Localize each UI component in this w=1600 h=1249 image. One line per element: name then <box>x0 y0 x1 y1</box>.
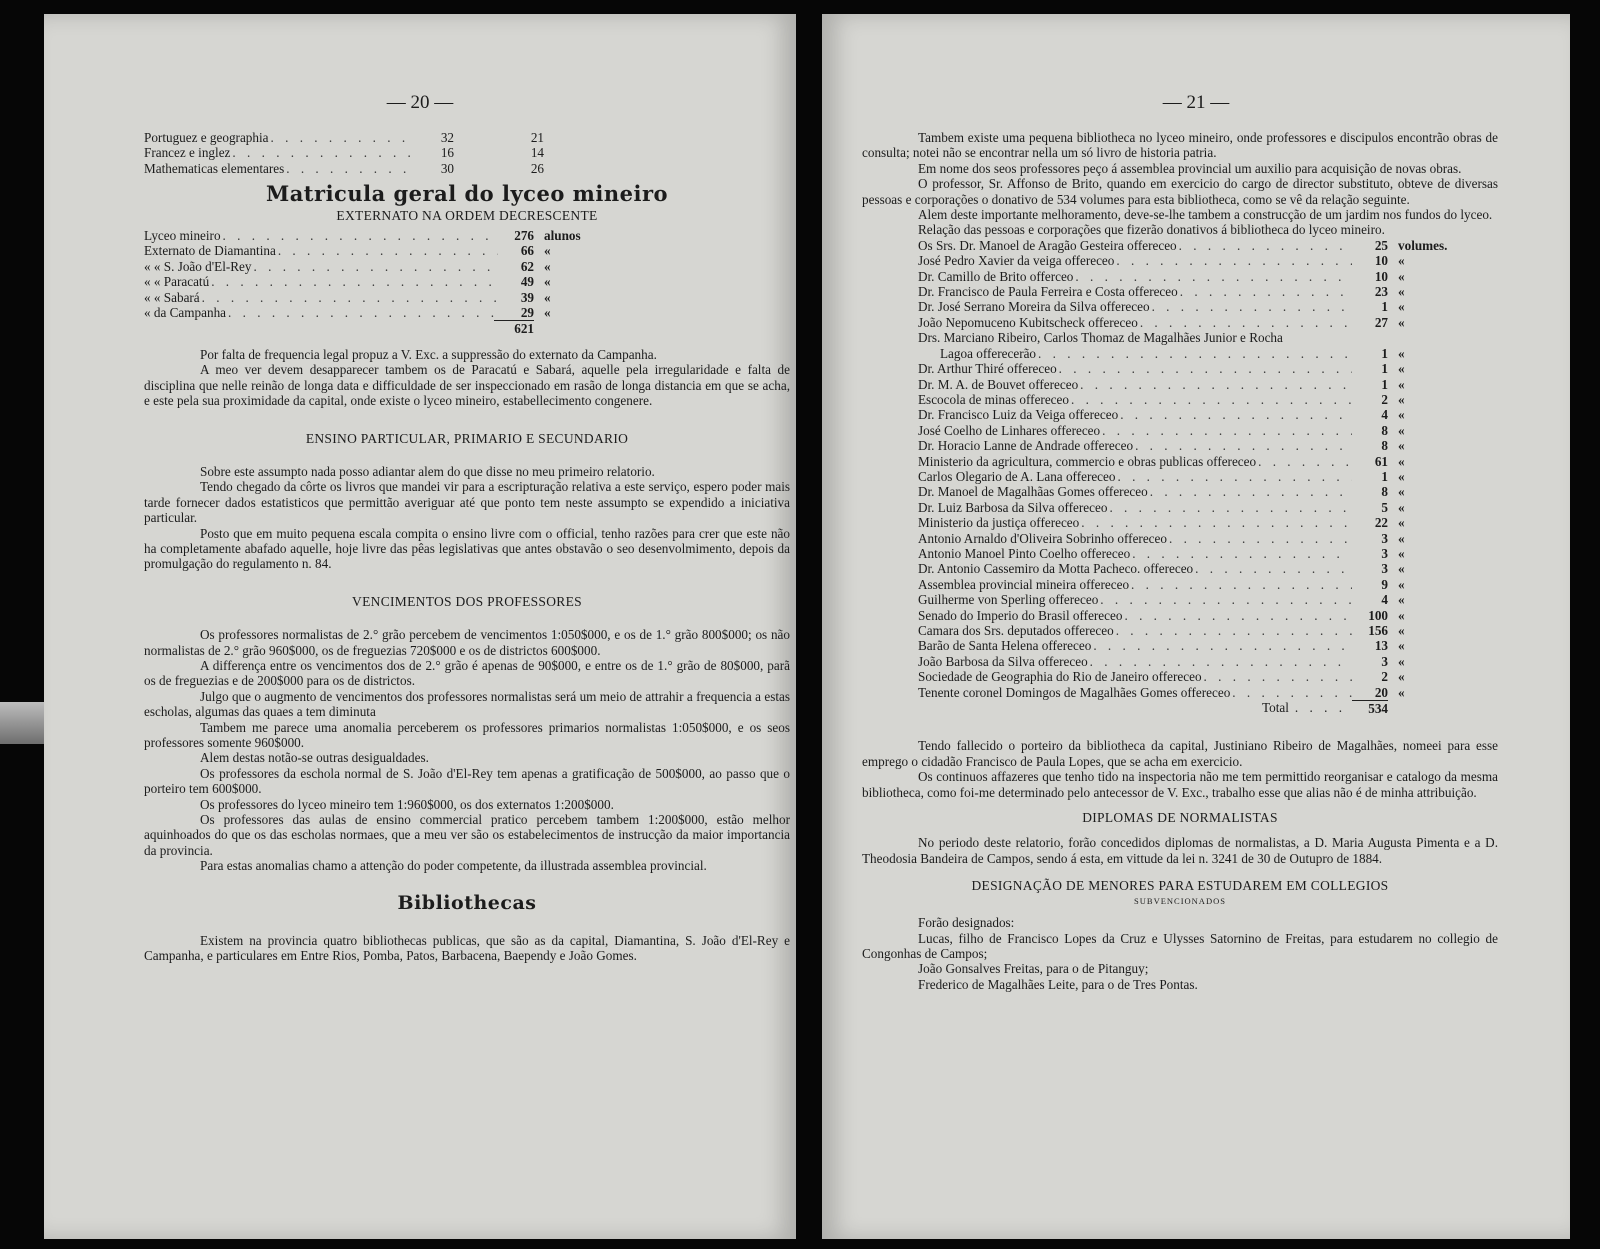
table-row <box>918 469 1458 484</box>
row-unit: « <box>1398 284 1405 300</box>
leader-dots <box>1098 592 1352 607</box>
leader-dots <box>1150 299 1352 314</box>
row-unit <box>1388 330 1458 345</box>
paragraph: No periodo deste relatorio, forão concedidos diplomas de normalistas, a D. Maria Augusta Pimenta e a D. Theodosia Bandeira de Campos, sendo á esta, em vittude da lei n. 3241 de 30 de Outupro de 1884. <box>862 835 1498 866</box>
leader-dots <box>1202 669 1352 684</box>
row-value: 3 <box>1381 653 1388 669</box>
row-unit: « <box>1398 253 1405 269</box>
row-label: Ministerio da agricultura, commercio e obras publicas offereceo <box>918 453 1257 469</box>
leader-dots <box>1118 407 1352 422</box>
row-value: 1 <box>1381 299 1388 315</box>
row-label: Dr. Francisco Luiz da Veiga offereceo <box>918 407 1119 423</box>
row-value: 1 <box>1381 468 1388 484</box>
row-value: 25 <box>1374 237 1388 253</box>
leader-dots <box>1177 238 1352 253</box>
row-unit: « <box>1398 684 1405 700</box>
table-row <box>918 577 1458 592</box>
row-value: 22 <box>1374 515 1388 531</box>
paragraph: João Gonsalves Freitas, para o de Pitanguy; <box>918 961 1149 977</box>
page-21 <box>822 14 1570 1239</box>
leader-dots <box>1091 638 1352 653</box>
row-unit: « <box>1398 484 1405 500</box>
row-unit: « <box>1398 530 1405 546</box>
row-unit: « <box>1398 499 1405 515</box>
table-row <box>144 228 604 243</box>
table-row <box>918 685 1458 700</box>
row-unit: « <box>1398 391 1405 407</box>
subjects-table <box>144 130 544 176</box>
table-row <box>144 161 544 176</box>
row-label: João Nepomuceno Kubitscheck offereceo <box>918 314 1138 330</box>
row-value: 66 <box>520 243 534 259</box>
paragraph: Os professores das aulas de ensino commercial pratico percebem tambem 1:200$000, estão melhor aquinhoados do que os das escholas normaes, que a meu ver são os estabelecimentos de instrucção da maior importancia da provincia. <box>144 812 790 858</box>
left-page-content <box>144 130 790 964</box>
leader-dots <box>1138 315 1352 330</box>
row-value <box>1352 330 1388 345</box>
row-label: Lagoa offerecerão <box>940 345 1037 361</box>
right-page-content <box>862 130 1498 992</box>
paragraph: O professor, Sr. Affonso de Brito, quando em exercicio do cargo de director substituto, obteve de diversas pessoas e corporações o donativo de 534 volumes para esta bibliotheca, como se vê da relação seguinte. <box>862 176 1498 207</box>
paragraph: Tambem me parece uma anomalia perceberem os professores primarios normalistas 1:050$000, e os seos professores somente 960$000. <box>144 719 790 750</box>
paragraph: Alem deste importante melhoramento, deve-se-lhe tambem a construcção de um jardim nos fundos do lyceo. <box>918 207 1493 223</box>
table-row <box>144 243 604 258</box>
row-value: 49 <box>520 274 534 290</box>
leader-dots <box>1115 469 1352 484</box>
row-label: Mathematicas elementares <box>144 160 285 176</box>
externato-heading: EXTERNATO NA ORDEM DECRESCENTE <box>336 207 598 223</box>
table-row <box>918 638 1458 653</box>
table-row <box>918 531 1458 546</box>
row-unit: « <box>1398 299 1405 315</box>
diplomas-heading: DIPLOMAS DE NORMALISTAS <box>1082 810 1278 826</box>
row-value: 29 <box>520 305 534 321</box>
table-row <box>144 305 604 320</box>
table-row <box>918 392 1458 407</box>
table-row <box>918 253 1458 268</box>
leader-dots <box>252 259 498 274</box>
row-label: Francez e inglez <box>144 145 231 161</box>
row-unit: alunos <box>544 228 581 244</box>
table-row <box>918 623 1458 638</box>
row-unit: « <box>1398 515 1405 531</box>
table-row <box>918 284 1458 299</box>
table-row <box>918 377 1458 392</box>
row-value: 8 <box>1381 438 1388 454</box>
row-unit: « <box>1398 669 1405 685</box>
paragraph: A differença entre os vencimentos dos de 2.° grão é apenas de 90$000, e entre os de 1.° grão de 80$000, parã os de freguezias e de 200$000 para os de districtos. <box>144 657 790 689</box>
total-label: Total <box>1262 700 1289 716</box>
row-unit: « <box>1398 438 1405 454</box>
row-label: Dr. Arthur Thiré offereceo <box>918 361 1057 377</box>
page-20 <box>44 14 796 1239</box>
table-row <box>918 238 1458 253</box>
row-value: 9 <box>1381 576 1388 592</box>
row-unit: « <box>1398 407 1405 423</box>
row-value: 8 <box>1381 422 1388 438</box>
table-row <box>918 269 1458 284</box>
row-value: 1 <box>1381 361 1388 377</box>
row-label: « da Campanha <box>144 305 227 321</box>
paragraph: Lucas, filho de Francisco Lopes da Cruz e Ulysses Satornino de Freitas, para estudarem no collegio de Congonhas de Campos; <box>862 930 1498 961</box>
row-unit: « <box>1398 345 1405 361</box>
table-row <box>918 346 1458 361</box>
leader-dots <box>1133 438 1352 453</box>
row-value: 10 <box>1374 253 1388 269</box>
row-label: Dr. M. A. de Bouvet offereceo <box>918 376 1079 392</box>
externato-total-row <box>144 320 604 336</box>
row-unit: « <box>1398 361 1405 377</box>
row-unit: « <box>1398 592 1405 608</box>
table-row <box>144 274 604 289</box>
leader-dots <box>1069 392 1352 407</box>
row-label: Dr. Horacio Lanne de Andrade offereceo <box>918 438 1134 454</box>
row-label: Dr. Luiz Barbosa da Silva offereceo <box>918 499 1108 515</box>
leader-dots <box>1148 484 1352 499</box>
leader-dots <box>1057 361 1352 376</box>
row-value: 276 <box>514 228 534 244</box>
row-unit: « <box>544 274 551 290</box>
row-value: 23 <box>1374 284 1388 300</box>
row-value: 1 <box>1381 376 1388 392</box>
row-label: Sociedade de Geographia do Rio de Janeiro offereceo <box>918 669 1202 685</box>
row-value: 2 <box>1381 669 1388 685</box>
paragraph: Tendo fallecido o porteiro da bibliotheca da capital, Justiniano Ribeiro de Magalhães, nomeei para esse emprego o cidadão Francisco de Paula Lopes, que se acha em exercicio. <box>862 738 1498 769</box>
leader-dots <box>226 305 498 320</box>
row-value: 10 <box>1374 268 1388 284</box>
row-unit: « <box>1398 623 1405 638</box>
row-value-a: 16 <box>440 145 454 161</box>
row-unit: « <box>1398 561 1405 577</box>
row-unit: « <box>1398 314 1405 330</box>
paragraph: Julgo que o augmento de vencimentos dos professores normalistas será um meio de attrahir a frequencia a estas escholas, algumas das quaes a tem diminuta <box>144 688 790 720</box>
paragraph: Os continuos affazeres que tenho tido na inspectoria não me tem permittido reorganisar e catalogo da mesma bibliotheca, como foi-me determinado pelo antecessor de V. Exc., trabalho esse que alias não é de minha attribuição. <box>862 769 1498 800</box>
row-unit: « <box>1398 653 1405 669</box>
row-label: Antonio Manoel Pinto Coelho offereceo <box>918 545 1131 561</box>
leader-dots <box>1130 546 1352 561</box>
vencimentos-section <box>144 627 790 874</box>
leader-dots <box>1256 454 1352 469</box>
row-unit: « <box>1398 607 1405 623</box>
row-label: Ministerio da justiça offereceo <box>918 515 1080 531</box>
row-unit: « <box>1398 545 1405 561</box>
row-label: Os Srs. Dr. Manoel de Aragão Gesteira offereceo <box>918 237 1177 253</box>
row-unit: « <box>1398 376 1405 392</box>
row-unit: « <box>1398 468 1405 484</box>
designacao-subheading: SUBVENCIONADOS <box>1134 895 1226 906</box>
row-value: 20 <box>1374 684 1388 700</box>
row-label: Drs. Marciano Ribeiro, Carlos Thomaz de Magalhães Junior e Rocha <box>918 330 1283 346</box>
row-value: 3 <box>1381 545 1388 561</box>
table-row <box>918 361 1458 376</box>
table-row <box>918 454 1458 469</box>
row-label: Dr. Camillo de Brito offerceo <box>918 268 1074 284</box>
bibliothecas-title: Bibliothecas <box>397 891 537 914</box>
row-value: 3 <box>1381 561 1388 577</box>
table-row <box>918 299 1458 314</box>
paragraph: Para estas anomalias chamo a attenção do poder competente, da illustrada assemblea provincial. <box>200 858 707 874</box>
row-label: Dr. Francisco de Paula Ferreira e Costa offereceo <box>918 284 1178 300</box>
paragraph: Alem destas notão-se outras desigualdades. <box>200 750 429 766</box>
table-row <box>918 669 1458 684</box>
designacao-heading: DESIGNAÇÃO DE MENORES PARA ESTUDAREM EM COLLEGIOS <box>971 878 1389 894</box>
row-value-a: 32 <box>440 130 454 145</box>
leader-dots <box>230 145 414 160</box>
designacao-section <box>862 915 1498 992</box>
leader-dots <box>1122 608 1352 623</box>
leader-dots <box>1036 346 1352 361</box>
row-unit: volumes. <box>1398 237 1448 253</box>
row-value: 100 <box>1368 607 1388 623</box>
paragraph: Tendo chegado da côrte os livros que mandei vir para a escripturação relativa a este serviço, espero poder mais tarde fornecer dados estatisticos que permittão averiguar até que ponto tem neste assumpto se expendido a iniciativa particular. <box>144 479 790 526</box>
row-label: Lyceo mineiro <box>144 228 221 244</box>
paragraph: Os professores normalistas de 2.° grão percebem de vencimentos 1:050$000, e os de 1.° grão 800$000; os não normalistas de 2.° grão 960$000, os de freguezias 720$000 e os de districtos 600$000. <box>144 627 790 658</box>
row-label: Dr. Antonio Cassemiro da Motta Pacheco. offereceo <box>918 561 1194 577</box>
paragraph: Os professores do lyceo mineiro tem 1:960$000, os dos externatos 1:200$000. <box>200 796 614 812</box>
row-value: 4 <box>1381 407 1388 423</box>
page-number: — 21 — <box>1162 92 1230 113</box>
row-label: Assemblea provincial mineira offereceo <box>918 576 1130 592</box>
row-value: 3 <box>1381 530 1388 546</box>
leader-dots <box>1088 654 1352 669</box>
leader-dots <box>1230 685 1352 700</box>
ensino-section <box>144 464 790 572</box>
leader-dots <box>276 243 498 258</box>
row-label: João Barbosa da Silva offereceo <box>918 653 1088 669</box>
donors-total-row: Total . . . . 534 <box>1262 700 1388 717</box>
table-row <box>918 500 1458 515</box>
ensino-heading: ENSINO PARTICULAR, PRIMARIO E SECUNDARIO <box>305 430 629 446</box>
table-row <box>918 546 1458 561</box>
row-label: « « Sabará <box>144 289 200 305</box>
leader-dots <box>1129 577 1352 592</box>
table-row <box>144 259 604 274</box>
paragraph: Posto que em muito pequena escala compita o ensino livre com o official, tenho razões para crer que este não ha completamente abafado aquelle, hoje livre das pêas legislativas que antes obstavão o seo desenvolmimento, depois da promulgação do regulamento n. 84. <box>144 525 790 572</box>
leader-dots <box>209 274 498 289</box>
row-label: Senado do Imperio do Brasil offereceo <box>918 607 1123 623</box>
row-label: José Coelho de Linhares offereceo <box>918 422 1101 438</box>
externato-table <box>144 228 604 320</box>
row-value-b: 26 <box>530 160 544 176</box>
paragraph: Frederico de Magalhães Leite, para o de Tres Pontas. <box>918 976 1198 992</box>
porteiro-section <box>862 738 1498 800</box>
row-value: 62 <box>520 258 534 274</box>
row-value: 61 <box>1374 453 1388 469</box>
externato-total: 621 <box>494 320 534 336</box>
row-value: 156 <box>1368 623 1388 638</box>
row-label: « « S. João d'El-Rey <box>144 258 252 274</box>
table-row <box>918 515 1458 530</box>
row-unit: « <box>1398 638 1405 654</box>
total-value: 534 <box>1352 700 1388 716</box>
row-label: Carlos Olegario de A. Lana offereceo <box>918 468 1116 484</box>
leader-dots <box>1078 377 1352 392</box>
paragraph: Tambem existe uma pequena bibliotheca no lyceo mineiro, onde professores e discipulos encontrão obras de consulta; notei não se encontrar nella um só livro de historia patria. <box>862 130 1498 161</box>
leader-dots <box>1193 561 1352 576</box>
row-label: Barão de Santa Helena offereceo <box>918 638 1092 654</box>
intro-section <box>862 130 1498 222</box>
matricula-title: Matricula geral do lyceo mineiro <box>265 181 669 207</box>
row-label: Camara dos Srs. deputados offereceo <box>918 623 1114 638</box>
table-row <box>144 130 544 145</box>
leader-dots <box>284 161 414 176</box>
table-row <box>918 654 1458 669</box>
row-value: 4 <box>1381 592 1388 608</box>
table-row <box>918 438 1458 453</box>
paragraph: Existem na provincia quatro bibliothecas publicas, que são as da capital, Diamantina, S. João d'El-Rey e Campanha, e particulares em Entre Rios, Pomba, Patos, Barbacena, Baependy e João Gomes. <box>144 933 790 964</box>
leader-dots <box>221 228 498 243</box>
row-label: Dr. José Serrano Moreira da Silva offereceo <box>918 299 1150 315</box>
row-label: Escocola de minas offereceo <box>918 391 1069 407</box>
table-row <box>918 315 1458 330</box>
table-row <box>144 290 604 305</box>
table-row <box>144 145 544 160</box>
paragraph: Forão designados: <box>918 915 1015 931</box>
row-value-a: 30 <box>440 160 454 176</box>
row-value: 13 <box>1374 638 1388 654</box>
table-row <box>918 330 1458 345</box>
row-unit: « <box>1398 576 1405 592</box>
row-label: Portuguez e geographia <box>144 130 269 145</box>
row-value: 5 <box>1381 499 1388 515</box>
leader-dots <box>1073 269 1352 284</box>
row-unit: « <box>1398 422 1405 438</box>
row-value: 2 <box>1381 391 1388 407</box>
row-value-b: 21 <box>530 130 544 145</box>
row-label: Dr. Manoel de Magalhãas Gomes offereceo <box>918 484 1148 500</box>
row-value: 1 <box>1381 345 1388 361</box>
row-label: José Pedro Xavier da veiga offereceo <box>918 253 1115 269</box>
row-value: 8 <box>1381 484 1388 500</box>
paragraph: A meo ver devem desapparecer tambem os de Paracatú e Sabará, aquelle pela irregularidade e falta de disciplina que nelle reinão de longa data e difficuldade de ser inspeccionado em rasão de longa distancia em que se acha, e este pela sua proximidade da capital, onde existe o lyceo mineiro, estabellecimento congenere. <box>144 362 790 409</box>
row-value-b: 14 <box>530 145 544 161</box>
row-label: Tenente coronel Domingos de Magalhães Gomes offereceo <box>918 684 1231 700</box>
table-row <box>918 407 1458 422</box>
leader-dots <box>200 290 498 305</box>
table-row <box>918 423 1458 438</box>
donors-table <box>918 238 1458 700</box>
table-row <box>918 592 1458 607</box>
table-row <box>918 484 1458 499</box>
leader-dots <box>1100 423 1352 438</box>
row-label: « « Paracatú <box>144 274 210 290</box>
row-unit: « <box>1398 453 1405 469</box>
row-unit: « <box>544 258 551 274</box>
leader-dots <box>1107 500 1352 515</box>
table-row <box>918 561 1458 576</box>
row-value: 39 <box>520 289 534 305</box>
leader-dots <box>269 130 414 145</box>
row-label: Antonio Arnaldo d'Oliveira Sobrinho offereceo <box>918 530 1167 546</box>
row-unit: « <box>1398 268 1405 284</box>
leader-dots <box>1178 284 1352 299</box>
table-row <box>918 608 1458 623</box>
row-unit: « <box>544 305 551 321</box>
page-number: — 20 — <box>386 92 454 113</box>
paragraph: Sobre este assumpto nada posso adiantar alem do que disse no meu primeiro relatorio. <box>200 463 655 479</box>
paragraph: Os professores da eschola normal de S. João d'El-Rey tem apenas a gratificação de 500$000, ao passo que o porteiro tem 600$000. <box>144 765 790 797</box>
leader-dots <box>1114 623 1352 638</box>
leader-dots <box>1079 515 1352 530</box>
relacao-heading: Relação das pessoas e corporações que fizerão donativos á bibliotheca do lyceo mineiro. <box>918 222 1385 238</box>
paragraph: Por falta de frequencia legal propuz a V. Exc. a suppressão do externato da Campanha. <box>200 346 657 362</box>
row-unit: « <box>544 289 551 305</box>
row-unit: « <box>544 243 551 259</box>
leader-dots <box>1167 531 1352 546</box>
vencimentos-heading: VENCIMENTOS DOS PROFESSORES <box>352 593 582 609</box>
leader-dots <box>1114 253 1352 268</box>
row-label: Externato de Diamantina <box>144 243 276 259</box>
paragraph: Em nome dos seos professores peço á assemblea provincial um auxilio para acquisição de novas obras. <box>918 160 1462 176</box>
row-value: 27 <box>1374 314 1388 330</box>
row-label: Guilherme von Sperling offereceo <box>918 592 1099 608</box>
